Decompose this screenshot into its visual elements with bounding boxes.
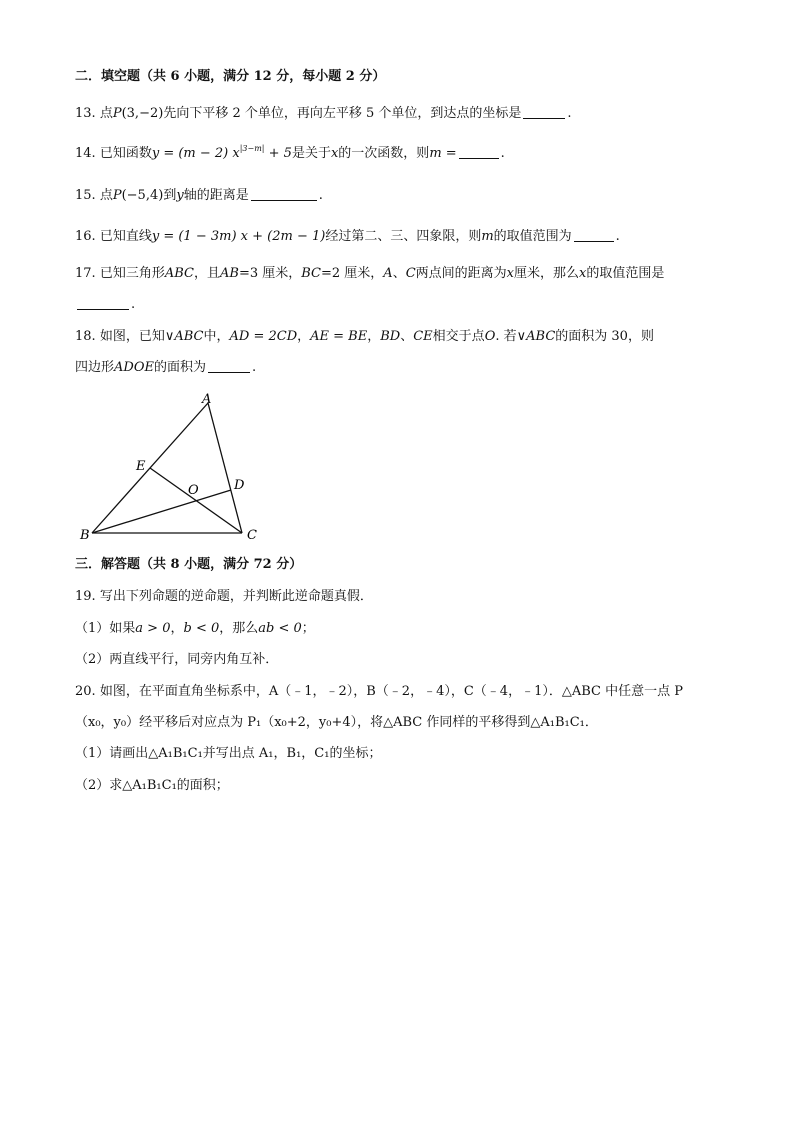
question-19: 19. 写出下列命题的逆命题，并判断此逆命题真假． bbox=[75, 589, 373, 604]
q18-answer-blank bbox=[208, 360, 250, 373]
question-17: 17. 已知三角形ABC，且AB=3 厘米，BC=2 厘米，A、C两点间的距离为x厘米，那么x的取值范围是 bbox=[75, 266, 665, 281]
label-o: O bbox=[188, 483, 199, 498]
question-14: 14. 已知函数y = (m − 2) $x^{|3-m|} + 5$是关于x的一次函数，则m = . bbox=[75, 144, 505, 161]
q20-number: 20. bbox=[75, 684, 96, 699]
question-19-part-1: （1）如果a > 0，b < 0，那么ab < 0； bbox=[75, 621, 315, 636]
q16-function: y = (1 − 3m) x + (2m − 1) bbox=[151, 229, 326, 244]
question-16: 16. 已知直线y = (1 − 3m) x + (2m − 1)经过第二、三、四象限，则m的取值范围为 . bbox=[75, 229, 620, 244]
triangle-figure bbox=[70, 388, 270, 548]
question-20: 20. 如图，在平面直角坐标系中，A（﹣1，﹣2），B（﹣2，﹣4），C（﹣4，﹣1）．△ABC 中任意一点 P bbox=[75, 684, 683, 699]
q18-number: 18. bbox=[75, 329, 96, 344]
question-20-part-2: （2）求△A₁B₁C₁的面积； bbox=[75, 778, 229, 793]
q17-number: 17. bbox=[75, 266, 96, 281]
question-19-part-2: （2）两直线平行，同旁内角互补． bbox=[75, 652, 279, 667]
q19-number: 19. bbox=[75, 589, 96, 604]
q13-coords: (3,−2) bbox=[121, 106, 164, 121]
segment-bd bbox=[92, 490, 231, 533]
q13-number: 13. bbox=[75, 106, 96, 121]
label-d: D bbox=[234, 478, 245, 493]
q14-answer-blank bbox=[459, 146, 499, 159]
q13-answer-blank bbox=[523, 106, 565, 119]
label-c: C bbox=[247, 528, 257, 543]
question-17-blank-line: . bbox=[75, 296, 135, 314]
question-20-line-2: （x₀，y₀）经平移后对应点为 P₁（x₀+2，y₀+4），将△ABC 作同样的平移得到△A₁B₁C₁． bbox=[75, 715, 598, 730]
q16-answer-blank bbox=[574, 229, 614, 242]
question-18: 18. 如图，已知∨ABC中，AD = 2CD，AE = BE，BD、CE相交于点O. 若∨ABC的面积为 30，则 bbox=[75, 329, 654, 344]
q15-coords: (−5,4) bbox=[121, 188, 164, 203]
side-ac bbox=[208, 403, 242, 533]
q14-function: y = (m − 2) $x^{|3-m|} + 5$ bbox=[151, 144, 292, 161]
q15-number: 15. bbox=[75, 188, 96, 203]
question-20-part-1: （1）请画出△A₁B₁C₁并写出点 A₁，B₁，C₁的坐标； bbox=[75, 746, 382, 761]
q14-exponent: |3−m| bbox=[239, 144, 265, 153]
label-b: B bbox=[80, 528, 90, 543]
q14-number: 14. bbox=[75, 146, 96, 161]
section-2-heading: 二．填空题（共 6 小题，满分 12 分，每小题 2 分） bbox=[75, 69, 386, 84]
section-3-heading: 三．解答题（共 8 小题，满分 72 分） bbox=[75, 557, 303, 572]
question-18-line-2: 四边形ADOE的面积为 . bbox=[75, 360, 257, 375]
label-e: E bbox=[136, 459, 146, 474]
q15-answer-blank bbox=[251, 188, 317, 201]
q16-number: 16. bbox=[75, 229, 96, 244]
question-13: 13. 点P(3,−2)先向下平移 2 个单位，再向左平移 5 个单位，到达点的坐标是 . bbox=[75, 106, 572, 121]
question-15: 15. 点P(−5,4)到y轴的距离是 . bbox=[75, 188, 323, 203]
q13-point: P bbox=[112, 106, 122, 121]
q17-answer-blank bbox=[77, 297, 129, 310]
label-a: A bbox=[202, 392, 212, 407]
